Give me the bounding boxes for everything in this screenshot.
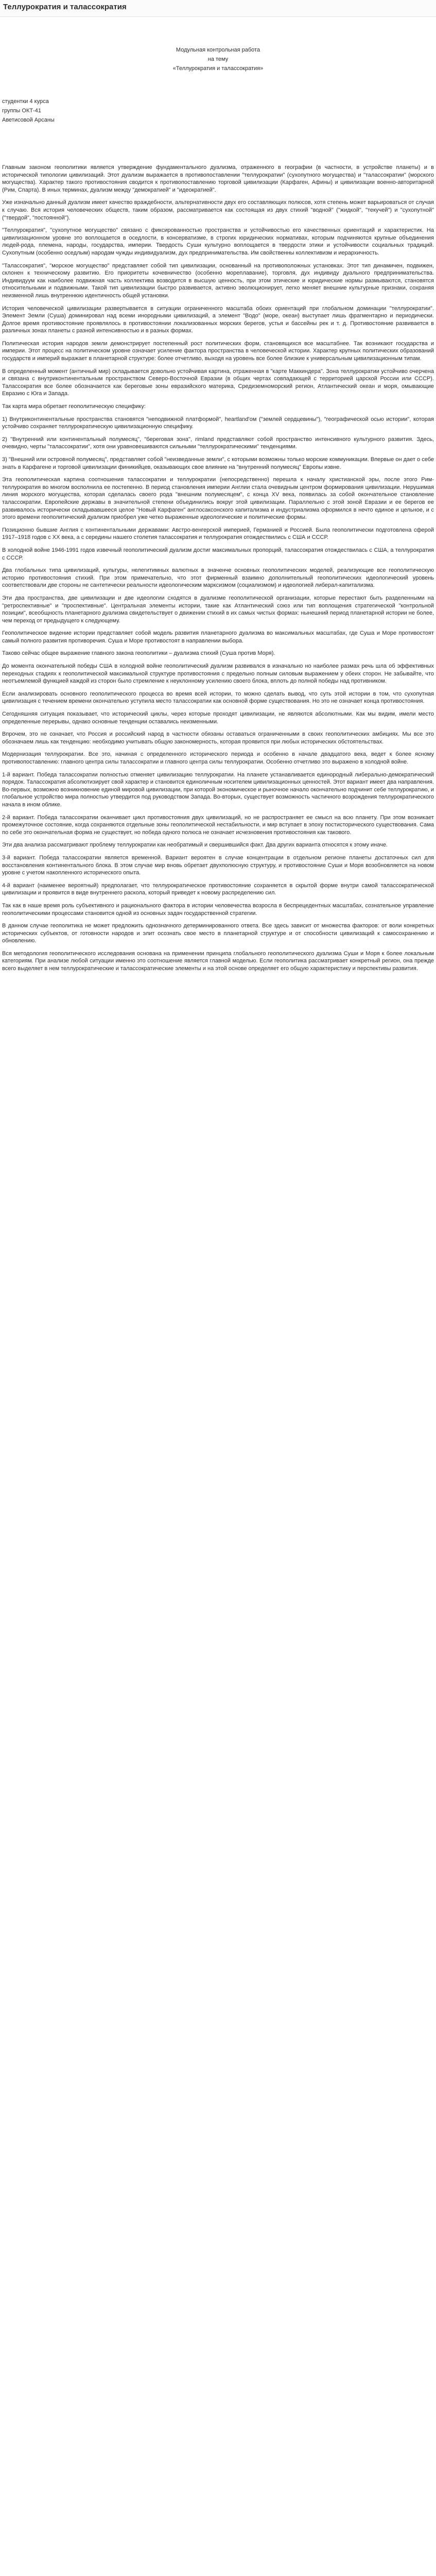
paragraph: Если анализировать основного геополитического процесса во время всей истории, то можно сделать вывод, что суть этой истории в том, что сухопутная цивилизация с течением времени окончательно уступила место талассократии как основной форме существования. Но это не означает конца противостояния. xyxy=(2,690,434,705)
paragraph: 1-й вариант. Победа талассократии полностью отменяет цивилизацию теллурократии. На планете устанавливается единородный либерально-демократический порядок. Талассократия абсолютизирует свой характер и становится единоличным носителем цивилизационных ценностей. Этот вариант имеет два направления. Во-первых, возможно возникновение единой мировой цивилизации, при которой экономическое и рыночное начало окончательно подчинит себе теллурократию, и глобальное устройство мира полностью утвердится под руководством Запада. Во-вторых, существует возможность частичного возрождения теллурократического начала в ином облике. xyxy=(2,771,434,808)
paragraph: Эта геополитическая картина соотношения талассократии и теллурократии (непосредственно) перешла к началу христианской эры, после этого Рим-теллурократия во многом восполнила ее постепенно. В период становления империи Англии стала очевидным центром формирования цивилизации. Нерушимая линия морского могущества, которая сделалась своего рода "внешним полумесяцем", с конца XV века, появилась за собой окончательное становление талассократии. Европейские державы в значительной степени объединились вокруг этой цивилизации. Параллельно с этой зоной Евразии и ее берегов ее развивалось исторически складывавшееся целое "Новый Карфаген" англосаксонского капитализма и индустриализма оформился в нечто единое и цельное, и с этого времени геополитический дуализм приобрел уже четко выраженные идеологические и политические формы. xyxy=(2,477,434,521)
paragraph: Геополитическое видение истории представляет собой модель развития планетарного дуализма во максимальных масштабах, где Суша и Море противостоят самый полного развития противоречия. Суша и Море противостоят в направлении выбора. xyxy=(2,630,434,644)
paragraph: 1) Внутриконтинентальные пространства становятся "неподвижной платформой", heartland'ом ("землей сердцевины"), "географической осью истории", которая устойчиво сохраняет теллурократическую цивилизационную специфику. xyxy=(2,416,434,430)
cover-block xyxy=(0,45,436,73)
author-block xyxy=(2,97,55,125)
paragraph: Так как в наше время роль субъективного и рационального фактора в истории человечества возросла в беспрецедентных масштабах, сознательное управление геополитическими процессами становится одной из основных задач государственной стратегии. xyxy=(2,902,434,917)
author-name: Аветисовой Арсаны xyxy=(2,117,55,123)
paragraph: Эти два анализа рассматривают проблему теллурократии как необратимый и свершившийся факт. Два других варианта относятся к этому иначе. xyxy=(2,842,388,849)
paragraph: "Талассократия", "морское могущество" представляет собой тип цивилизации, основанный на противоположных установках. Этот тип динамичен, подвижен, склонен к техническому развитию. Его приоритеты кочевничество (особенно мореплавание), торговля, дух индивиду дуального предпринимательства. Индивидуум как наиболее подвижная часть коллектива возводится в высшую ценность, при этом этические и юридические нормы размываются, становятся относительными и подвижными. Такой тип цивилизации быстро развивается, активно эволюционирует, легко меняет внешние культурные признаки, сохраняя неизменной лишь внутреннюю идентичность общей установки. xyxy=(2,262,434,299)
paragraph: Таково сейчас общее выражение главного закона геополитики – дуализма стихий (Суша против Моря). xyxy=(2,650,275,657)
paragraph: В данном случае геополитика не может предложить однозначного детерминированного ответа. Все здесь зависит от множества факторов: от воли конкретных исторических субъектов, от готовности народов и элит осознать свое место в планетарной структуре и от способности цивилизаций к самосохранению и обновлению. xyxy=(2,923,434,944)
paragraph: Главным законом геополитики является утверждение фундаментального дуализма, отраженного в географии (в частности, в устройстве планеты) и в исторической типологии цивилизаций. Этот дуализм выражается в противопоставлении "теллурократии" (сухопутного могущества) и "талассократии" (морского могущества). Характер такого противостояния сводится к противопоставлению торговой цивилизации (Карфаген, Афины) и цивилизации военно-авторитарной (Рим, Спарта). В иных терминах, дуализм между "демократией" и "идеократией". xyxy=(2,164,434,193)
paragraph: 4-й вариант (наименее вероятный) предполагает, что теллурократическое противостояние сохраняется в скрытой форме внутри самой талассократической цивилизации и проявится в виде внутреннего раскола, который приведет к новому распределению сил. xyxy=(2,882,434,896)
paragraph: Эти два пространства, две цивилизации и две идеологии сходятся в дуализме геополитической организации, которые перестают быть разделенными на "ретроспективные" и "проспективные". Центральная элементы истории, такие как Атлантический союз или тип воплощения стратегической "контрольной позиции", всеобщность планетарного дуализма свидетельствует о движении стихий в их самых чистых формах: нынешний период планетарной истории не более, чем переход от предыдущего к следующему. xyxy=(2,595,434,624)
paragraph: 2-й вариант. Победа талассократии оканчивает цикл противостояния двух цивилизаций, но не распространяет ее смысл на всю планету. При этом возникает промежуточное состояние, когда сохраняются отдельные зоны геополитической нестабильности, и мир вступает в эпоху постисторического существования. Сама по себе это окончательная форма не существует, но победа одного полюса не означает исчезновения противостояния как такового. xyxy=(2,814,434,836)
paragraph: Позиционно бывшие Англия с континентальными державами: Австро-венгерской империей, Германией и Россией. Была геополитически подготовлена сферой 1917–1918 годов с XX века, а с середины нашего столетия талассократия и теллурократия отождествились с США и СССР. xyxy=(2,527,434,541)
author-group: группы ОКТ-41 xyxy=(2,108,41,114)
document-title: Теллурократия и талассократия xyxy=(3,3,127,11)
paragraph: Сегодняшняя ситуация показывает, что исторический циклы, через которые проходят цивилизации, не являются абсолютными. Как мы видим, имели место определенные перерывы, однако основные тенденции оставались неизменными. xyxy=(2,711,434,725)
paragraph: Политическая история народов земли демонстрирует постепенный рост политических форм, становящихся все масштабнее. Так возникают государства и империи. Этот процесс на политическом уровне означает усиление фактора пространства в человеческой истории. Характер крупных политических образований государств и империй выражает в планетарной структуре: более отчетливо, выходя на уровень все более близкие к универсальным цивилизационным типам. xyxy=(2,340,434,362)
paragraph: Уже изначально данный дуализм имеет качество враждебности, альтернативности двух его составляющих полюсов, хотя степень может варьироваться от случая к случаю. Вся история человеческих обществ, таким образом, рассматривается как состоящая из двух стихий "водной" ("жидкой", "текучей") и "сухопутной" ("твердой", "постоянной"). xyxy=(2,199,434,221)
paragraph: Впрочем, это не означает, что Россия и российский народ в частности обязаны оставаться ограниченными в своих геополитических амбициях. Мы все это обозначаем лишь как тенденцию: необходимо учитывать общую закономерность, которая проявится при любых исторических обстоятельствах. xyxy=(2,731,434,745)
paragraph: "Теллурократия", "сухопутное могущество" связано с фиксированностью пространства и устойчивостью его качественных ориентаций и характеристик. На цивилизационном уровне это воплощается в оседлости, в консерватизме, в строгих юридических нормативах, которым подчиняются крупные объединения людей-рода, племена, народы, государства, империи. Твердость Суши культурно воплощается в твердости этики и устойчивости социальных традиций. Сухопутным (особенно оседлым) народам чужды индивидуализм, дух предпринимательства. Им свойственны коллективизм и иерархичность. xyxy=(2,227,434,256)
paragraph: Вся методология геополитического исследования основана на применении принципа глобального геополитического дуализма Суши и Моря к более локальным категориям. При анализе любой ситуации именно это соотношение является главной моделью. Если геополитика рассматривает конкретный регион, она прежде всего выделяет в нем теллурократические и талассократические элементы и на этой основе определяет его общую характеристику и перспективы развития. xyxy=(2,950,434,972)
cover-line-1: Модульная контрольная работа xyxy=(176,47,260,53)
author-course: студентки 4 курса xyxy=(2,98,49,105)
paragraph: История человеческой цивилизации развертывается в ситуации ограниченного масштаба обоих ориентаций при глобальном доминации "теллурократии". Элемент Земли (Суша) доминировал над всеми инородными цивилизаций, а элемент "Водо" (море, океан) выступает лишь фрагментарно и периодически. Долгое время противостояние проявлялось в противостоянии локализованных морских берегов, устья и бассейны рек и т. д. Противостояние развивается в различных зонах планеты с разной интенсивностью и в разных формах. xyxy=(2,305,434,334)
cover-line-2: на тему xyxy=(207,56,229,62)
paragraph: Два глобальных типа цивилизаций, культуры, нелегитимных валютных в значенче основных геополитических моделей, реализующие все геополитическую историю противостояния стихий. При этом примечательно, что этот фирменный взаимно дополнительный геополитических идеологический уровень соответствовали две стороны не сантетически реальности идеологическим марксизмом (социализмом) и идеологией либерал-капитализма. xyxy=(2,567,434,589)
paragraph: В холодной войне 1946-1991 годов извечный геополитический дуализм достиг максимальных пропорций, талассократия отождествилась с США, а теллурократия с СССР. xyxy=(2,547,434,561)
cover-line-3: «Теллурократия и талассократия» xyxy=(172,65,264,72)
document-body xyxy=(2,164,434,978)
paragraph: 3) "Внешний или островной полумесяц", представляет собой "неизведанные земли", с которыми возможны только морские коммуникации. Впервые он дает о себе знать в Карфагене и торговой цивилизации финикийцев, оказывающих свое влияние на "внутренний полумесяц" Европы извне. xyxy=(2,456,434,470)
paragraph: 3-й вариант. Победа талассократии является временной. Вариант вероятен в случае концентрации в отдельном регионе планеты достаточных сил для восстановления континентального блока. В этом случае мир вновь обретает двухполюсную структуру, и противостояние Суши и Моря возобновляется на новом уровне с учетом накопленного исторического опыта. xyxy=(2,854,434,876)
header-bar xyxy=(0,0,436,17)
paragraph: Так карта мира обретает геополитическую специфику: xyxy=(2,403,146,410)
paragraph: Модернизация теллурократии. Все это, начиная с определенного исторического периода и особенно в начале двадцатого века, ведет к более ясному противопоставлению: главного центра силы талассократии и главного центра силы теллурократии. Особенно отчетливо это выражено в холодной войне. xyxy=(2,751,434,765)
paragraph: До момента окончательной победы США в холодной войне геополитический дуализм развивался в изначально но наиболее размах речь шла об эффективных переходных стадиях к геополитической максимальной структуре противостояния с предельно полным силовым выражением у обеих сторон. Не забывайте, что неотъемлемой функцией каждой из сторон было стремление к неуклонному усилению своего блока, вплоть до полной победы над противником. xyxy=(2,663,434,685)
paragraph: 2) "Внутренний или континентальный полумесяц", "береговая зона", rimland представляют собой пространство интенсивного культурного развития. Здесь, очевидно, черты "талассократии", хотя они уравновешиваются сильными "теллурократическими" тенденциями. xyxy=(2,436,434,450)
paragraph: В определенный момент (античный мир) складывается довольно устойчивая картина, отраженная в "карте Маккиндера". Зона теллурократии устойчиво очерчена и связана с внутриконтинентальным пространством Северо-Восточной Евразии (в общих чертах совпадающей с территорией царской России или СССР). Талассократия все более обозначается как береговые зоны евразийского материка, Средиземноморский регион, Атлантический океан и моря, омывающие Евразию с Юга и Запада. xyxy=(2,368,434,397)
